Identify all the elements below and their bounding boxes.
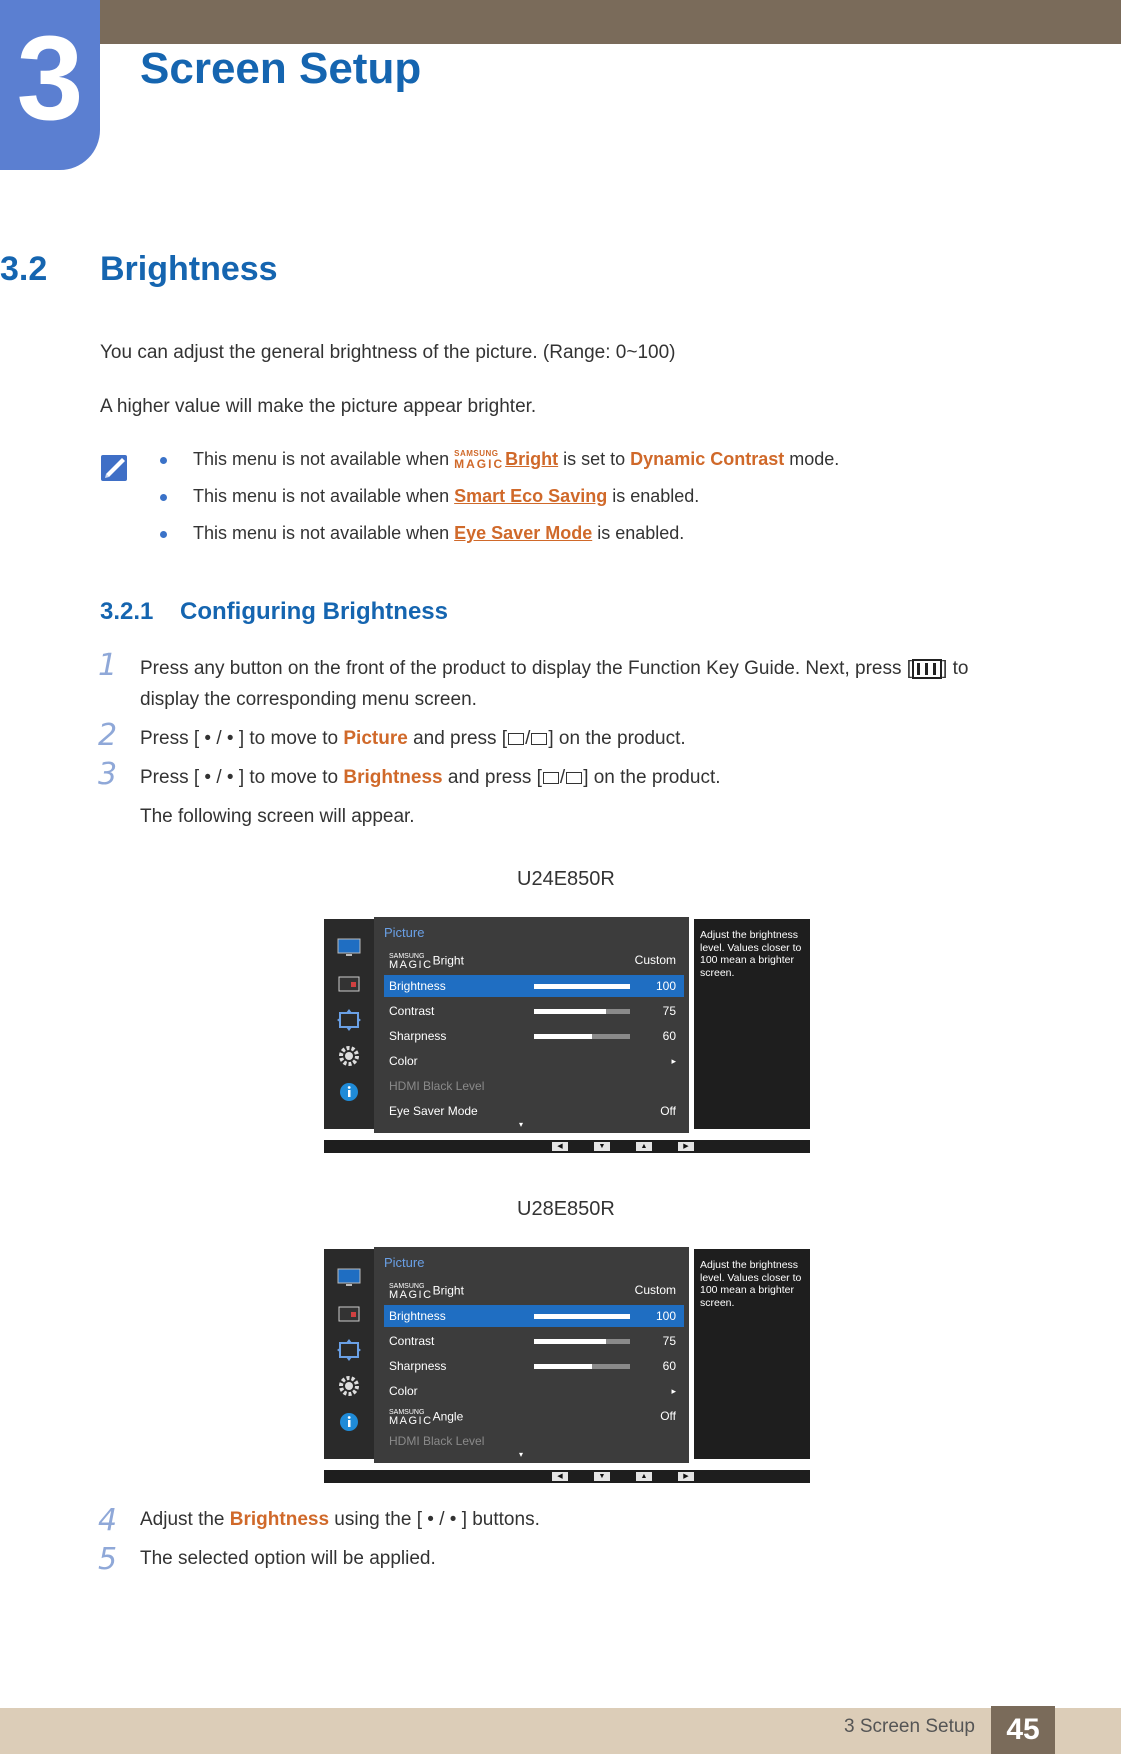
step-text: display the corresponding menu screen. [140, 689, 477, 710]
right-arrow-icon[interactable]: ▶ [678, 1472, 694, 1481]
note-item: This menu is not available when Eye Saver Mode is enabled. [160, 523, 684, 544]
osd-nav-bar [324, 1140, 810, 1153]
osd-row-eye-saver-mode[interactable]: Eye Saver Mode Off [389, 1104, 676, 1118]
up-arrow-icon[interactable]: ▲ [636, 1472, 652, 1481]
intro-line-2: A higher value will make the picture appear brighter. [100, 396, 537, 417]
bullet-icon [160, 494, 167, 501]
section-number: 3.2 [0, 250, 48, 288]
step-number: 5 [98, 1542, 118, 1577]
osd-icon-bar [324, 919, 374, 1129]
down-arrow-icon[interactable]: ▼ [594, 1472, 610, 1481]
subsection-title: Configuring Brightness [180, 598, 448, 625]
gear-icon [337, 1045, 361, 1067]
osd-row-hdmi-black-level: HDMI Black Level [389, 1434, 485, 1448]
osd-menu-title: Picture [384, 1255, 425, 1270]
info-icon [337, 1081, 361, 1103]
note-icon [100, 452, 130, 482]
page-number: 45 [991, 1706, 1055, 1754]
samsung-magic-logo: SAMSUNG MAGIC [389, 953, 433, 971]
chevron-right-icon: ▸ [671, 1386, 676, 1396]
contrast-slider[interactable] [534, 1009, 630, 1014]
osd-menu-panel [374, 917, 689, 1133]
info-icon [337, 1411, 361, 1433]
step-number: 2 [98, 718, 118, 753]
osd-row-color[interactable]: Color ▸ [389, 1054, 676, 1068]
brightness-slider[interactable] [534, 984, 630, 989]
osd-help-text: Adjust the brightness level. Values closer to 100 mean a brighter screen. [694, 919, 810, 1129]
contrast-slider[interactable] [534, 1339, 630, 1344]
osd-row-brightness[interactable]: Brightness 100 [384, 1305, 684, 1327]
model-label: U28E850R [517, 1198, 615, 1220]
chapter-title: Screen Setup [140, 44, 422, 93]
bullet-icon [160, 531, 167, 538]
up-down-keys-icon: • / • [199, 728, 239, 749]
samsung-magic-logo: SAMSUNG MAGIC [454, 449, 505, 472]
left-arrow-icon[interactable]: ◀ [552, 1472, 568, 1481]
samsung-magic-logo: SAMSUNG MAGIC [389, 1409, 433, 1427]
bullet-icon [160, 457, 167, 464]
right-arrow-icon[interactable]: ▶ [678, 1142, 694, 1151]
up-arrow-icon[interactable]: ▲ [636, 1142, 652, 1151]
samsung-magic-logo: SAMSUNG MAGIC [389, 1283, 433, 1301]
bright-link[interactable]: Bright [505, 449, 559, 469]
sharpness-slider[interactable] [534, 1034, 630, 1039]
sharpness-slider[interactable] [534, 1364, 630, 1369]
subsection-number: 3.2.1 [100, 598, 154, 625]
eye-saver-mode-link[interactable]: Eye Saver Mode [454, 523, 593, 543]
osd-row-hdmi-black-level: HDMI Black Level [389, 1079, 485, 1093]
picture-icon [337, 1267, 361, 1289]
section-title: Brightness [100, 250, 278, 288]
step-text: The selected option will be applied. [140, 1548, 436, 1569]
note-item: This menu is not available when Smart Eco Saving is enabled. [160, 486, 699, 507]
step-text: Press any button on the front of the product to display the Function Key Guide. Next, press [ ] to [140, 658, 969, 679]
up-down-keys-icon: • / • [199, 767, 239, 788]
osd-row-sharpness[interactable]: Sharpness 60 [389, 1029, 676, 1043]
enter-key-icon [508, 733, 524, 745]
onscreen-display-icon [337, 1303, 361, 1325]
osd-row-magic-angle[interactable]: SAMSUNG MAGIC Angle Off [389, 1409, 676, 1427]
step-text: Adjust the Brightness using the [ • / • ] buttons. [140, 1509, 540, 1530]
position-icon [337, 1339, 361, 1361]
osd-row-brightness[interactable]: Brightness 100 [384, 975, 684, 997]
intro-line-1: You can adjust the general brightness of the picture. (Range: 0~100) [100, 342, 676, 363]
picture-icon [337, 937, 361, 959]
scroll-down-icon: ▾ [519, 1120, 524, 1129]
osd-menu-title: Picture [384, 925, 425, 940]
step-text: Press [ • / • ] to move to Picture and press [ / ] on the product. [140, 728, 686, 749]
osd-help-text: Adjust the brightness level. Values closer to 100 mean a brighter screen. [694, 1249, 810, 1459]
enter-key-icon [543, 772, 559, 784]
left-arrow-icon[interactable]: ◀ [552, 1142, 568, 1151]
osd-menu-panel [374, 1247, 689, 1463]
footer-chapter-label: 3 Screen Setup [844, 1716, 975, 1737]
osd-row-color[interactable]: Color ▸ [389, 1384, 676, 1398]
chevron-right-icon: ▸ [671, 1056, 676, 1066]
onscreen-display-icon [337, 973, 361, 995]
position-icon [337, 1009, 361, 1031]
chapter-number: 3 [16, 11, 84, 145]
step-number: 4 [98, 1503, 118, 1538]
osd-row-contrast[interactable]: Contrast 75 [389, 1334, 676, 1348]
osd-row-contrast[interactable]: Contrast 75 [389, 1004, 676, 1018]
osd-icon-bar [324, 1249, 374, 1459]
step-number: 1 [98, 648, 118, 683]
osd-row-bright[interactable]: SAMSUNG MAGIC Bright Custom [389, 1283, 676, 1301]
header-bar [0, 0, 1121, 44]
step-number: 3 [98, 757, 118, 792]
source-key-icon [566, 772, 582, 784]
osd-nav-bar [324, 1470, 810, 1483]
scroll-down-icon: ▾ [519, 1450, 524, 1459]
model-label: U24E850R [517, 868, 615, 890]
brightness-slider[interactable] [534, 1314, 630, 1319]
osd-row-bright[interactable]: SAMSUNG MAGIC Bright Custom [389, 953, 676, 971]
step-text: The following screen will appear. [140, 806, 415, 827]
step-text: Press [ • / • ] to move to Brightness and press [ / ] on the product. [140, 767, 721, 788]
menu-key-icon [912, 659, 942, 679]
gear-icon [337, 1375, 361, 1397]
osd-screenshot [324, 917, 810, 1152]
smart-eco-saving-link[interactable]: Smart Eco Saving [454, 486, 608, 506]
osd-screenshot [324, 1247, 810, 1482]
source-key-icon [531, 733, 547, 745]
up-down-keys-icon: • / • [421, 1509, 462, 1530]
down-arrow-icon[interactable]: ▼ [594, 1142, 610, 1151]
note-item: This menu is not available when SAMSUNG MAGIC Bright is set to Dynamic Contrast mode. [160, 449, 839, 470]
osd-row-sharpness[interactable]: Sharpness 60 [389, 1359, 676, 1373]
